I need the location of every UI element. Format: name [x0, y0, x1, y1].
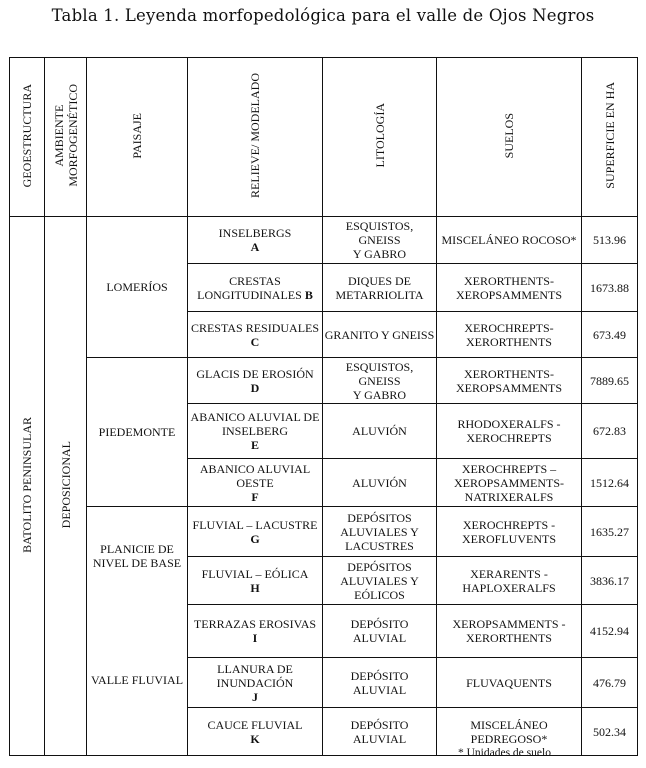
header-relieve: RELIEVE/ MODELADO: [188, 58, 323, 217]
relieve-cell: FLUVIAL – EÓLICA H: [188, 557, 323, 605]
unit-code: D: [250, 380, 260, 395]
suelos-cell: XEROCHREPTS – XEROPSAMMENTS- NATRIXERALFS: [437, 459, 582, 507]
litologia-cell: ESQUISTOS, GNEISS Y GABRO: [323, 358, 437, 404]
litologia-cell: DEPÓSITO ALUVIAL: [323, 708, 437, 756]
table-row: [10, 217, 638, 264]
superficie-cell: 1512.64: [582, 459, 638, 507]
relieve-cell: ABANICO ALUVIAL DE INSELBERG E: [188, 404, 323, 459]
superficie-cell: 7889.65: [582, 358, 638, 404]
relieve-cell: CRESTAS RESIDUALES C: [188, 312, 323, 358]
ambiente-cell: DEPOSICIONAL: [45, 217, 87, 756]
litologia-cell: ALUVIÓN: [323, 459, 437, 507]
suelos-cell: XEROCHREPTS- XERORTHENTS: [437, 312, 582, 358]
unit-code: E: [250, 438, 259, 452]
unit-code: B: [304, 287, 313, 302]
suelos-cell: MISCELÁNEO ROCOSO*: [437, 217, 582, 264]
table-title: Tabla 1. Leyenda morfopedológica para el valle de Ojos Negros: [51, 6, 595, 25]
litologia-cell: GRANITO Y GNEISS: [323, 312, 437, 358]
legend-table: [9, 57, 638, 756]
suelos-cell: XERARENTS - HAPLOXERALFS: [437, 557, 582, 605]
unit-code: J: [252, 689, 258, 704]
header-superficie: SUPERFICIE EN HA: [582, 58, 638, 217]
superficie-cell: 513.96: [582, 217, 638, 264]
table-row: [10, 605, 638, 658]
paisaje-cell: LOMERÍOS: [87, 217, 188, 358]
suelos-cell: RHODOXERALFS - XEROCHREPTS: [437, 404, 582, 459]
unit-code: I: [252, 631, 258, 645]
paisaje-cell: PIEDEMONTE: [87, 358, 188, 507]
unit-code: F: [251, 489, 259, 504]
litologia-cell: DEPÓSITOS ALUVIALES Y LACUSTRES: [323, 507, 437, 557]
suelos-cell: MISCELÁNEO PEDREGOSO*: [437, 708, 582, 756]
unit-code: C: [250, 334, 260, 349]
paisaje-cell: PLANICIE DE NIVEL DE BASE: [87, 507, 188, 605]
superficie-cell: 1673.88: [582, 264, 638, 312]
unit-code: G: [250, 531, 260, 546]
relieve-cell: FLUVIAL – LACUSTRE G: [188, 507, 323, 557]
table-row: [10, 358, 638, 404]
superficie-cell: 1635.27: [582, 507, 638, 557]
table-row: [10, 507, 638, 557]
superficie-cell: 476.79: [582, 658, 638, 708]
unit-code: H: [250, 580, 260, 595]
litologia-cell: DEPÓSITO ALUVIAL: [323, 658, 437, 708]
litologia-cell: ALUVIÓN: [323, 404, 437, 459]
superficie-cell: 673.49: [582, 312, 638, 358]
suelos-cell: XERORTHENTS- XEROPSAMMENTS: [437, 358, 582, 404]
relieve-cell: INSELBERGS A: [188, 217, 323, 264]
suelos-cell: XEROPSAMMENTS - XERORTHENTS: [437, 605, 582, 658]
relieve-cell: LLANURA DE INUNDACIÓN J: [188, 658, 323, 708]
header-geoestructura: GEOESTRUCTURA: [10, 58, 45, 217]
relieve-cell: GLACIS DE EROSIÓN D: [188, 358, 323, 404]
litologia-cell: ESQUISTOS, GNEISS Y GABRO: [323, 217, 437, 264]
header-litologia: LITOLOGÍA: [323, 58, 437, 217]
litologia-cell: DIQUES DE METARRIOLITA: [323, 264, 437, 312]
suelos-cell: XEROCHREPTS - XEROFLUVENTS: [437, 507, 582, 557]
relieve-cell: ABANICO ALUVIAL OESTE F: [188, 459, 323, 507]
relieve-cell: CRESTAS LONGITUDINALES B: [188, 264, 323, 312]
unit-code: K: [250, 731, 260, 746]
header-row: [10, 58, 638, 217]
relieve-cell: TERRAZAS EROSIVAS I: [188, 605, 323, 658]
header-suelos: SUELOS: [437, 58, 582, 217]
footnote: * Unidades de suelo: [458, 747, 551, 759]
header-paisaje: PAISAJE: [87, 58, 188, 217]
superficie-cell: 3836.17: [582, 557, 638, 605]
paisaje-cell: VALLE FLUVIAL: [87, 605, 188, 756]
superficie-cell: 672.83: [582, 404, 638, 459]
unit-code: A: [250, 240, 260, 254]
suelos-cell: XERORTHENTS- XEROPSAMMENTS: [437, 264, 582, 312]
header-ambiente: AMBIENTE MORFOGENÉTICO: [45, 58, 87, 217]
superficie-cell: 502.34: [582, 708, 638, 756]
suelos-cell: FLUVAQUENTS: [437, 658, 582, 708]
relieve-cell: CAUCE FLUVIAL K: [188, 708, 323, 756]
litologia-cell: DEPÓSITOS ALUVIALES Y EÓLICOS: [323, 557, 437, 605]
superficie-cell: 4152.94: [582, 605, 638, 658]
litologia-cell: DEPÓSITO ALUVIAL: [323, 605, 437, 658]
geoestructura-cell: BATOLITO PENINSULAR: [10, 217, 45, 756]
